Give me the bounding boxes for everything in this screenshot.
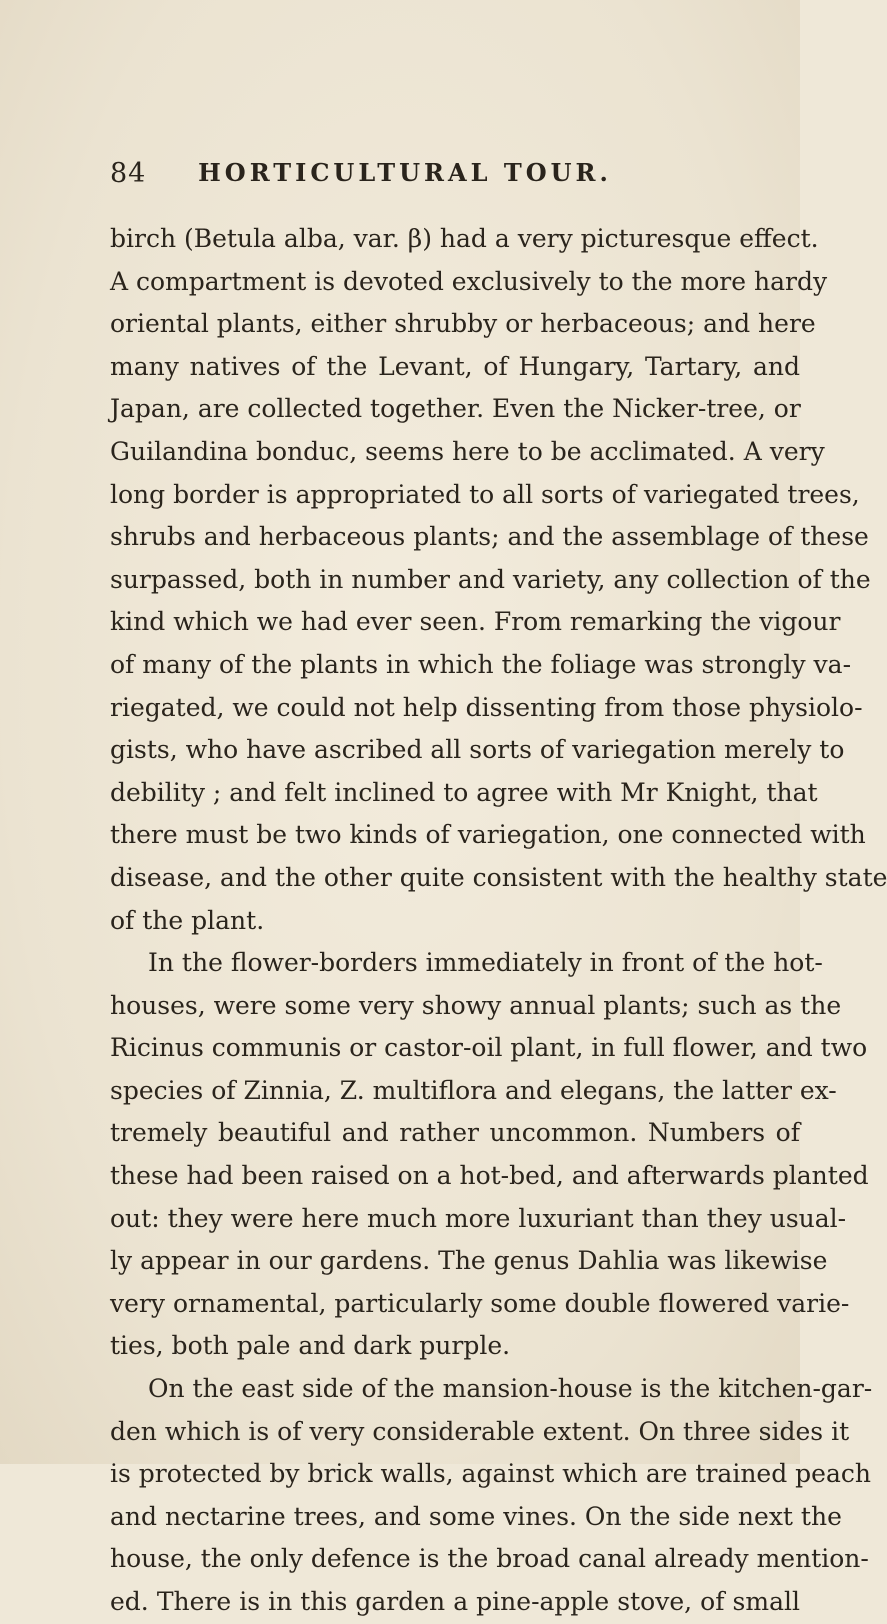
running-title: HORTICULTURAL TOUR. [198, 158, 612, 187]
text-line: surpassed, both in number and variety, any collection of the [110, 564, 871, 594]
page-number: 84 [110, 158, 147, 189]
text-line: of many of the plants in which the foliage was strongly va- [110, 649, 852, 679]
text-line: is protected by brick walls, against which are trained peach [110, 1459, 871, 1489]
text-line: den which is of very considerable extent. On three sides it [110, 1416, 850, 1446]
text-line: Japan, are collected together. Even the Nicker-tree, or [110, 394, 801, 424]
text-line: On the east side of the mansion-house is the kitchen-gar- [148, 1374, 873, 1404]
text-line: of the plant. [110, 905, 265, 935]
text-line: debility ; and felt inclined to agree with Mr Knight, that [110, 777, 818, 807]
text-line: ties, both pale and dark purple. [110, 1331, 511, 1361]
text-line: very ornamental, particularly some double flowered varie- [110, 1288, 850, 1318]
text-line: houses, were some very showy annual plants; such as the [110, 990, 842, 1020]
text-line: long border is appropriated to all sorts of variegated trees, [110, 479, 860, 509]
text-line: tremely beautiful and rather uncommon. Numbers of [110, 1118, 800, 1148]
text-line: ed. There is in this garden a pine-apple stove, of small [110, 1587, 800, 1616]
text-line: species of Zinnia, Z. multiflora and elegans, the latter ex- [110, 1075, 837, 1105]
text-line: shrubs and herbaceous plants; and the assemblage of these [110, 522, 869, 552]
text-line: house, the only defence is the broad canal already mention- [110, 1544, 869, 1574]
text-line: riegated, we could not help dissenting from those physiolo- [110, 692, 863, 722]
body-text [110, 218, 887, 1624]
text-line: kind which we had ever seen. From remarking the vigour [110, 607, 841, 637]
text-line: ly appear in our gardens. The genus Dahlia was likewise [110, 1246, 828, 1276]
text-line: Guilandina bonduc, seems here to be acclimated. A very [110, 436, 825, 466]
text-line: many natives of the Levant, of Hungary, Tartary, and [110, 351, 800, 381]
page-header [110, 158, 700, 198]
text-line: In the flower-borders immediately in front of the hot- [148, 948, 823, 978]
text-line: gists, who have ascribed all sorts of variegation merely to [110, 735, 845, 765]
text-line: there must be two kinds of variegation, one connected with [110, 820, 866, 850]
text-line: oriental plants, either shrubby or herbaceous; and here [110, 309, 816, 339]
text-line: out: they were here much more luxuriant than they usual- [110, 1203, 847, 1233]
text-line: and nectarine trees, and some vines. On the side next the [110, 1501, 842, 1531]
text-line: A compartment is devoted exclusively to the more hardy [110, 266, 828, 296]
text-line: Ricinus communis or castor-oil plant, in full flower, and two [110, 1033, 868, 1063]
text-line: disease, and the other quite consistent with the healthy state [110, 862, 887, 892]
text-line: birch (Betula alba, var. β) had a very picturesque effect. [110, 224, 819, 253]
text-line: these had been raised on a hot-bed, and afterwards planted [110, 1161, 869, 1191]
